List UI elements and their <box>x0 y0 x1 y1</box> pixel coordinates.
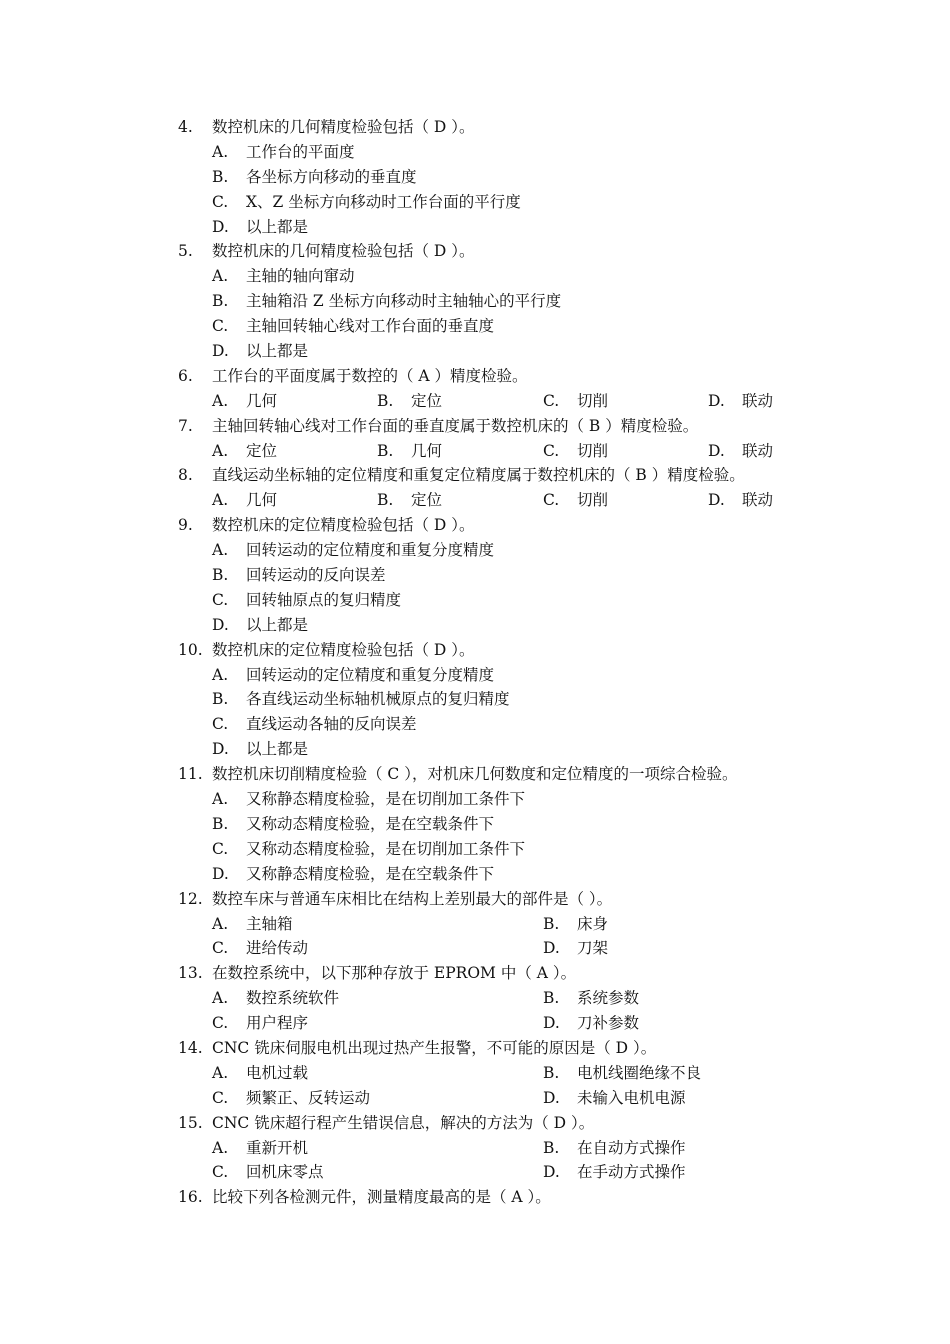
question-stem: 数控机床的定位精度检验包括（ D ）。 <box>212 640 475 659</box>
question-number: 16. <box>178 1188 203 1207</box>
option-text: 以上都是 <box>246 217 309 236</box>
option-letter: B. <box>543 1138 560 1157</box>
question-number: 12. <box>178 889 203 908</box>
option-text: 联动 <box>742 441 774 460</box>
option-text: 回转运动的定位精度和重复分度精度 <box>246 541 495 560</box>
option-text: 定位 <box>246 441 278 460</box>
question-block <box>0 1185 950 1210</box>
question-block <box>0 887 950 962</box>
question-stem: 数控车床与普通车床相比在结构上差别最大的部件是（ ）。 <box>212 889 613 908</box>
option-line <box>0 862 950 887</box>
option-text: X、Z 坐标方向移动时工作台面的平行度 <box>246 192 521 211</box>
option-letter: D. <box>543 1163 560 1182</box>
option-text: 电机线圈绝缘不良 <box>577 1063 702 1082</box>
option-letter: A. <box>212 391 229 410</box>
option-line <box>0 1086 950 1111</box>
question-block <box>0 1111 950 1186</box>
option-text: 主轴回转轴心线对工作台面的垂直度 <box>246 317 495 336</box>
option-letter: C. <box>212 1014 229 1033</box>
option-text: 几何 <box>246 491 278 510</box>
option-letter: D. <box>212 615 229 634</box>
option-text: 以上都是 <box>246 740 309 759</box>
option-letter: B. <box>377 491 394 510</box>
option-line <box>0 264 950 289</box>
option-letter: B. <box>212 167 229 186</box>
option-text: 进给传动 <box>246 939 309 958</box>
question-number: 14. <box>178 1038 203 1057</box>
option-letter: A. <box>212 491 229 510</box>
question-stem: 数控机床的几何精度检验包括（ D ）。 <box>212 118 475 136</box>
option-letter: C. <box>543 441 560 460</box>
option-text: 几何 <box>246 391 278 410</box>
option-text: 刀架 <box>577 939 609 958</box>
question-line <box>0 463 950 488</box>
option-line <box>0 1011 950 1036</box>
option-letter: D. <box>212 864 229 883</box>
question-line <box>0 1111 950 1136</box>
option-letter: C. <box>212 317 229 336</box>
option-text: 定位 <box>411 391 443 410</box>
option-letter: B. <box>543 1063 560 1082</box>
option-text: 电机过载 <box>246 1063 309 1082</box>
option-text: 几何 <box>411 441 443 460</box>
question-line <box>0 1036 950 1061</box>
question-block <box>0 513 950 637</box>
option-letter: B. <box>212 814 229 833</box>
question-stem: 数控机床的几何精度检验包括（ D ）。 <box>212 242 475 261</box>
option-letter: C. <box>212 939 229 958</box>
question-block <box>0 239 950 363</box>
question-block <box>0 364 950 414</box>
question-line <box>0 887 950 912</box>
question-block <box>0 638 950 762</box>
option-letter: C. <box>212 192 229 211</box>
option-text: 频繁正、反转运动 <box>246 1088 371 1107</box>
option-text: 联动 <box>742 391 774 410</box>
option-text: 床身 <box>577 914 609 933</box>
option-text: 数控系统软件 <box>246 989 340 1008</box>
option-line <box>0 613 950 638</box>
option-line <box>0 663 950 688</box>
option-letter: A. <box>212 1138 229 1157</box>
question-stem: CNC 铣床超行程产生错误信息，解决的方法为（ D ）。 <box>212 1113 595 1132</box>
option-line <box>0 687 950 712</box>
option-letter: B. <box>212 690 229 709</box>
option-letter: A. <box>212 441 229 460</box>
option-text: 联动 <box>742 491 774 510</box>
option-line <box>0 339 950 364</box>
option-letter: D. <box>212 740 229 759</box>
question-stem: 直线运动坐标轴的定位精度和重复定位精度属于数控机床的（ B ）精度检验。 <box>212 466 745 485</box>
option-line <box>0 588 950 613</box>
option-letter: B. <box>543 914 560 933</box>
option-line <box>0 936 950 961</box>
option-letter: D. <box>212 217 229 236</box>
option-letter: D. <box>708 491 725 510</box>
option-line <box>0 837 950 862</box>
option-text: 重新开机 <box>246 1138 309 1157</box>
option-text: 各直线运动坐标轴机械原点的复归精度 <box>246 690 510 709</box>
question-block <box>0 1036 950 1111</box>
option-line <box>0 389 950 414</box>
option-letter: D. <box>708 391 725 410</box>
option-letter: D. <box>212 342 229 361</box>
option-text: 主轴箱 <box>246 914 293 933</box>
option-line <box>0 289 950 314</box>
option-line <box>0 215 950 240</box>
option-letter: C. <box>212 839 229 858</box>
option-text: 又称动态精度检验，是在空载条件下 <box>246 814 495 833</box>
option-line <box>0 712 950 737</box>
option-text: 又称动态精度检验，是在切削加工条件下 <box>246 839 526 858</box>
question-line <box>0 239 950 264</box>
question-stem: 工作台的平面度属于数控的（ A ）精度检验。 <box>212 366 528 385</box>
option-letter: A. <box>212 790 229 809</box>
option-line <box>0 912 950 937</box>
option-line <box>0 190 950 215</box>
option-text: 各坐标方向移动的垂直度 <box>246 167 417 186</box>
question-stem: 在数控系统中，以下那种存放于 EPROM 中（ A ）。 <box>212 964 577 983</box>
option-letter: A. <box>212 541 229 560</box>
option-letter: B. <box>212 292 229 311</box>
question-number: 5. <box>178 242 193 261</box>
question-number: 9. <box>178 516 193 535</box>
option-text: 回转运动的定位精度和重复分度精度 <box>246 665 495 684</box>
option-letter: C. <box>543 491 560 510</box>
question-block <box>0 115 950 239</box>
question-line <box>0 513 950 538</box>
option-letter: C. <box>212 1088 229 1107</box>
question-block <box>0 961 950 1036</box>
option-letter: C. <box>212 590 229 609</box>
option-letter: C. <box>212 715 229 734</box>
option-letter: C. <box>212 1163 229 1182</box>
option-text: 切削 <box>577 491 609 510</box>
option-line <box>0 1136 950 1161</box>
option-line <box>0 787 950 812</box>
question-line <box>0 762 950 787</box>
question-number: 11. <box>178 765 203 784</box>
question-number: 13. <box>178 964 203 983</box>
option-line <box>0 538 950 563</box>
question-stem: 数控机床的定位精度检验包括（ D ）。 <box>212 516 475 535</box>
option-letter: B. <box>377 391 394 410</box>
question-line <box>0 364 950 389</box>
option-line <box>0 488 950 513</box>
option-letter: C. <box>543 391 560 410</box>
option-text: 切削 <box>577 391 609 410</box>
option-text: 回转运动的反向误差 <box>246 566 386 585</box>
option-text: 切削 <box>577 441 609 460</box>
option-letter: D. <box>708 441 725 460</box>
question-block <box>0 463 950 513</box>
option-letter: A. <box>212 665 229 684</box>
question-line <box>0 961 950 986</box>
option-text: 工作台的平面度 <box>246 142 355 161</box>
question-block <box>0 762 950 886</box>
option-text: 在自动方式操作 <box>577 1138 686 1157</box>
option-text: 未输入电机电源 <box>577 1088 686 1107</box>
option-line <box>0 140 950 165</box>
option-text: 回转轴原点的复归精度 <box>246 590 402 609</box>
option-text: 在手动方式操作 <box>577 1163 686 1182</box>
question-stem: 比较下列各检测元件，测量精度最高的是（ A ）。 <box>212 1188 551 1207</box>
option-text: 又称静态精度检验，是在空载条件下 <box>246 864 495 883</box>
option-letter: A. <box>212 142 229 161</box>
option-line <box>0 563 950 588</box>
option-letter: D. <box>543 1014 560 1033</box>
option-line <box>0 737 950 762</box>
option-line <box>0 986 950 1011</box>
option-line <box>0 314 950 339</box>
option-text: 定位 <box>411 491 443 510</box>
option-letter: A. <box>212 1063 229 1082</box>
question-number: 15. <box>178 1113 203 1132</box>
question-line <box>0 115 950 140</box>
option-line <box>0 1160 950 1185</box>
question-number: 6. <box>178 366 193 385</box>
option-text: 回机床零点 <box>246 1163 324 1182</box>
option-text: 以上都是 <box>246 615 309 634</box>
option-letter: A. <box>212 989 229 1008</box>
option-letter: B. <box>377 441 394 460</box>
option-letter: A. <box>212 267 229 286</box>
option-letter: B. <box>212 566 229 585</box>
option-letter: D. <box>543 1088 560 1107</box>
question-block <box>0 414 950 464</box>
option-line <box>0 439 950 464</box>
option-text: 直线运动各轴的反向误差 <box>246 715 417 734</box>
exam-document <box>0 115 950 1210</box>
question-stem: CNC 铣床伺服电机出现过热产生报警，不可能的原因是（ D ）。 <box>212 1038 657 1057</box>
question-line <box>0 414 950 439</box>
option-letter: B. <box>543 989 560 1008</box>
option-line <box>0 1061 950 1086</box>
option-text: 系统参数 <box>577 989 640 1008</box>
option-letter: A. <box>212 914 229 933</box>
option-line <box>0 165 950 190</box>
question-number: 4. <box>178 118 193 136</box>
question-line <box>0 1185 950 1210</box>
question-stem: 主轴回转轴心线对工作台面的垂直度属于数控机床的（ B ）精度检验。 <box>212 416 699 435</box>
question-line <box>0 638 950 663</box>
question-stem: 数控机床切削精度检验（ C ），对机床几何数度和定位精度的一项综合检验。 <box>212 765 738 784</box>
option-line <box>0 812 950 837</box>
question-number: 8. <box>178 466 193 485</box>
option-text: 以上都是 <box>246 342 309 361</box>
question-number: 7. <box>178 416 193 435</box>
option-text: 刀补参数 <box>577 1014 640 1033</box>
option-text: 又称静态精度检验，是在切削加工条件下 <box>246 790 526 809</box>
question-number: 10. <box>178 640 203 659</box>
option-text: 用户程序 <box>246 1014 309 1033</box>
option-text: 主轴箱沿 Z 坐标方向移动时主轴轴心的平行度 <box>246 292 562 311</box>
option-text: 主轴的轴向窜动 <box>246 267 355 286</box>
option-letter: D. <box>543 939 560 958</box>
